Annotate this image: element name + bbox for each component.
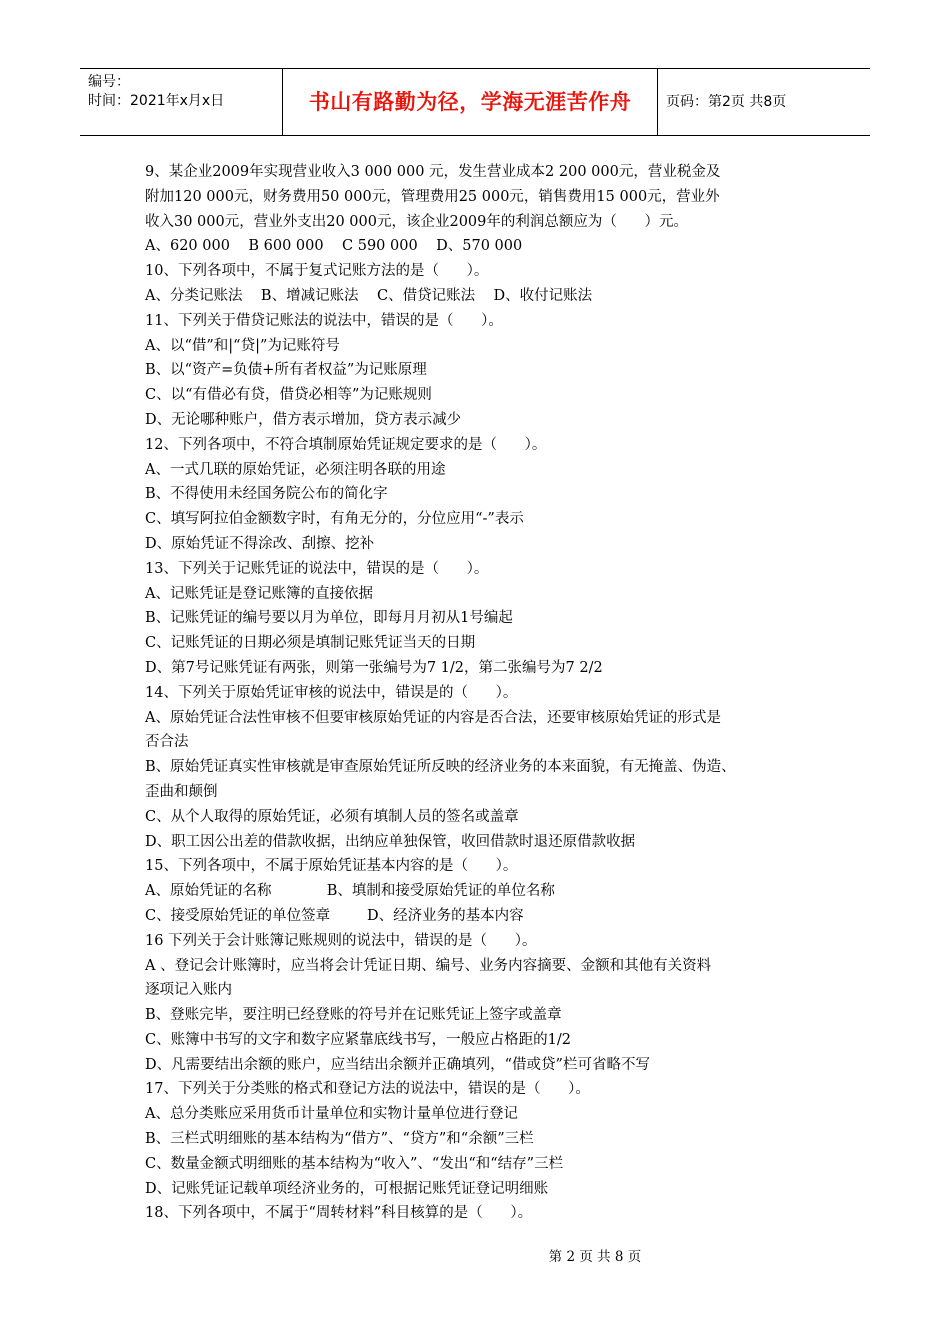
- text-line: C、数量金额式明细账的基本结构为“收入”、“发出“和“结存”三栏: [145, 1155, 564, 1172]
- text-line: 17、下列关于分类账的格式和登记方法的说法中，错误的是（ ）。: [145, 1081, 590, 1098]
- text-line: A、620 000 B 600 000 C 590 000 D、570 000: [145, 238, 523, 255]
- text-line: 16 下列关于会计账簿记账规则的说法中，错误的是（ ）。: [145, 932, 537, 949]
- text-line: 9、某企业2009年实现营业收入3 000 000 元，发生营业成本2 200 000元，营业税金及: [145, 164, 721, 180]
- header-page-number: 页码：第2页 共8页: [666, 94, 787, 110]
- document-body: [145, 160, 815, 1226]
- text-line: 10、下列各项中，不属于复式记账方法的是（ ）。: [145, 263, 489, 280]
- text-line: B、不得使用未经国务院公布的简化字: [145, 486, 388, 503]
- text-line: B、记账凭证的编号要以月为单位，即每月月初从1号编起: [145, 610, 513, 627]
- text-line: 歪曲和颠倒: [145, 783, 218, 800]
- text-line: D、无论哪种账户，借方表示增加，贷方表示减少: [145, 411, 462, 428]
- text-line: 14、下列关于原始凭证审核的说法中，错误是的（ ）。: [145, 684, 518, 701]
- header-motto: 书山有路勤为径，学海无涯苦作舟: [283, 69, 658, 135]
- text-line: B、三栏式明细账的基本结构为“借方”、“贷方”和“余额”三栏: [145, 1131, 534, 1148]
- text-line: 收入30 000元，营业外支出20 000元，该企业2009年的利润总额应为（ ）元。: [145, 213, 689, 230]
- text-line: A 、登记会计账簿时，应当将会计凭证日期、编号、业务内容摘要、金额和其他有关资料: [145, 957, 712, 974]
- text-line: D、凡需要结出余额的账户，应当结出余额并正确填列，“借或贷”栏可省略不写: [145, 1056, 650, 1073]
- page-header: [80, 68, 870, 136]
- text-line: C、记账凭证的日期必须是填制记账凭证当天的日期: [145, 635, 476, 652]
- text-line: A、总分类账应采用货币计量单位和实物计量单位进行登记: [145, 1106, 518, 1123]
- text-line: B、以“资产=负债+所有者权益”为记账原理: [145, 362, 427, 379]
- document-number-label: 编号：: [88, 74, 130, 90]
- text-line: B、原始凭证真实性审核就是审查原始凭证所反映的经济业务的本来面貌，有无掩盖、伪造、: [145, 759, 736, 776]
- text-line: A、原始凭证合法性审核不但要审核原始凭证的内容是否合法，还要审核原始凭证的形式是: [145, 709, 721, 726]
- text-line: 11、下列关于借贷记账法的说法中，错误的是（ ）。: [145, 312, 503, 329]
- text-line: C、账簿中书写的文字和数字应紧靠底线书写，一般应占格距的1/2: [145, 1031, 571, 1048]
- text-line: D、职工因公出差的借款收据，出纳应单独保管，收回借款时退还原借款收据: [145, 833, 636, 850]
- document-date-label: 时间：2021年x月x日: [88, 93, 225, 109]
- page-footer: 第 2 页 共 8 页: [548, 1249, 642, 1265]
- header-meta: [80, 69, 283, 135]
- text-line: A、一式几联的原始凭证，必须注明各联的用途: [145, 461, 446, 478]
- text-line: A、分类记账法 B、增减记账法 C、借贷记账法 D、收付记账法: [145, 287, 593, 304]
- text-line: B、登账完毕，要注明已经登账的符号并在记账凭证上签字或盖章: [145, 1007, 562, 1024]
- text-line: D、原始凭证不得涂改、刮擦、挖补: [145, 535, 375, 552]
- text-line: A、以“借”和|“贷|”为记账符号: [145, 337, 340, 354]
- text-line: 附加120 000元，财务费用50 000元，管理费用25 000元，销售费用15 000元，营业外: [145, 188, 720, 205]
- text-line: C、以“有借必有贷，借贷必相等”为记账规则: [145, 387, 432, 404]
- text-line: 15、下列各项中，不属于原始凭证基本内容的是（ ）。: [145, 858, 518, 875]
- text-line: 12、下列各项中，不符合填制原始凭证规定要求的是（ ）。: [145, 436, 547, 453]
- text-line: A、记账凭证是登记账簿的直接依据: [145, 585, 373, 602]
- text-line: 否合法: [145, 734, 189, 751]
- text-line: C、从个人取得的原始凭证，必须有填制人员的签名或盖章: [145, 808, 519, 825]
- text-line: D、第7号记账凭证有两张，则第一张编号为7 1/2，第二张编号为7 2/2: [145, 659, 603, 676]
- text-line: 18、下列各项中，不属于“周转材料”科目核算的是（ ）。: [145, 1205, 533, 1222]
- text-line: D、记账凭证记载单项经济业务的，可根据记账凭证登记明细账: [145, 1180, 549, 1197]
- text-line: 13、下列关于记账凭证的说法中，错误的是（ ）。: [145, 560, 489, 577]
- text-line: A、原始凭证的名称 B、填制和接受原始凭证的单位名称: [145, 883, 555, 900]
- text-line: 逐项记入账内: [145, 982, 232, 999]
- text-line: C、填写阿拉伯金额数字时，有角无分的，分位应用“-”表示: [145, 511, 524, 528]
- text-line: C、接受原始凭证的单位签章 D、经济业务的基本内容: [145, 907, 524, 924]
